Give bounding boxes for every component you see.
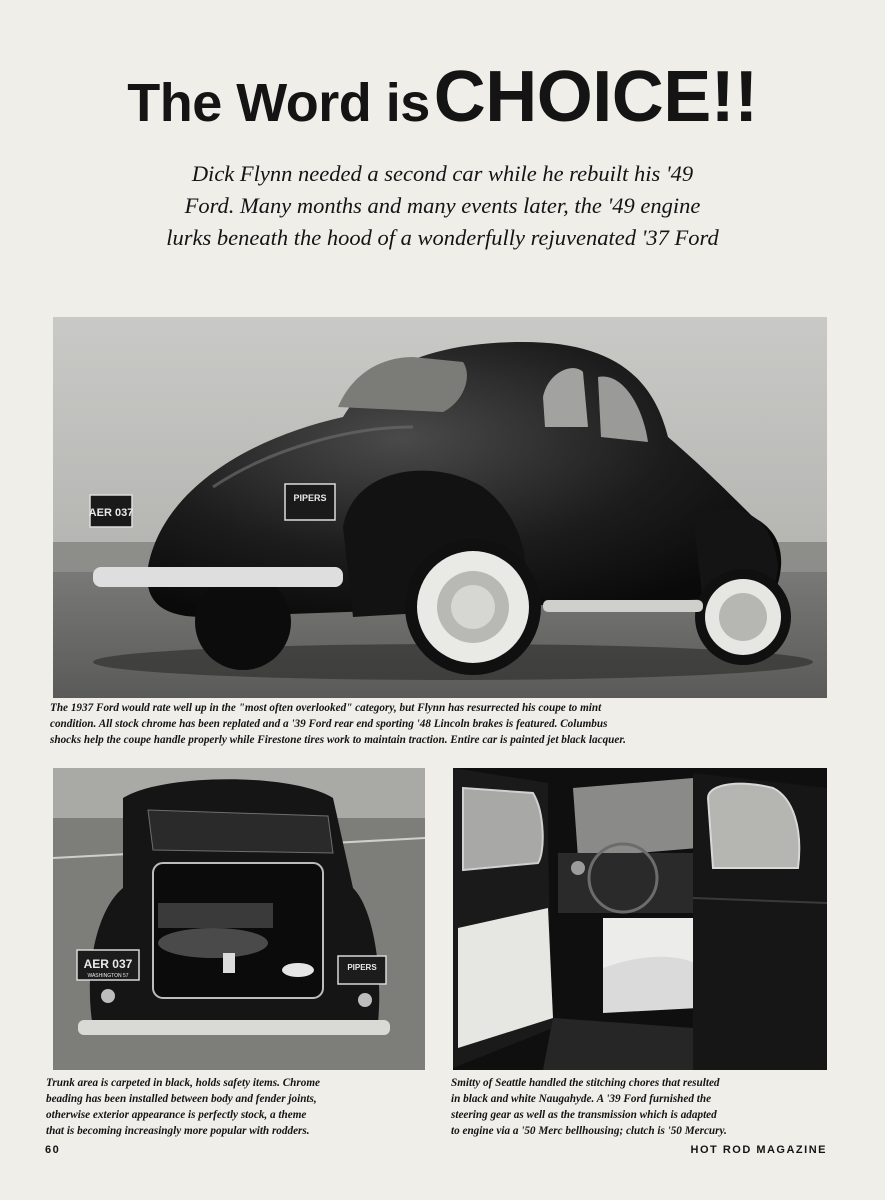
caption-line: steering gear as well as the transmission which is adapted: [451, 1109, 717, 1121]
caption-line: that is becoming increasingly more popular with rodders.: [46, 1125, 310, 1137]
deck-line: Dick Flynn needed a second car while he rebuilt his '49: [191, 161, 694, 186]
caption-interior-photo: [451, 1075, 829, 1139]
license-plate-main: AER 037: [88, 507, 134, 519]
magazine-name: HOT ROD MAGAZINE: [690, 1144, 827, 1156]
photo-coupe-rear: [53, 317, 827, 698]
photo-interior: [453, 768, 827, 1070]
license-plate-trunk: AER 037: [83, 957, 133, 971]
deck-subtitle: [100, 158, 785, 254]
dealer-plate-main: PIPERS: [293, 493, 327, 503]
caption-line: in black and white Naugahyde. A '39 Ford furnished the: [451, 1093, 712, 1105]
deck-line: Ford. Many months and many events later, the '49 engine: [184, 193, 701, 218]
caption-line: The 1937 Ford would rate well up in the "most often overlooked" category, but Flynn has resurrected his coupe to mint: [50, 702, 602, 714]
caption-line: condition. All stock chrome has been replated and a '39 Ford rear end sporting '48 Lincoln brakes is featured. Columbus: [50, 718, 608, 730]
caption-line: Trunk area is carpeted in black, holds safety items. Chrome: [46, 1077, 320, 1089]
headline-big: CHOICE!!: [433, 57, 758, 137]
photo-trunk-area: [53, 768, 425, 1070]
headline: [0, 56, 885, 138]
caption-line: Smitty of Seattle handled the stitching chores that resulted: [451, 1077, 720, 1089]
caption-trunk-photo: [46, 1075, 426, 1139]
caption-line: beading has been installed between body and fender joints,: [46, 1093, 317, 1105]
license-plate-state: WASHINGTON 57: [87, 973, 129, 979]
caption-line: to engine via a '50 Merc bellhousing; clutch is '50 Mercury.: [451, 1125, 727, 1137]
caption-main-photo: [50, 700, 830, 748]
dealer-plate-trunk: PIPERS: [347, 963, 377, 972]
caption-line: shocks help the coupe handle properly while Firestone tires work to maintain traction. Entire car is painted jet black lacquer.: [50, 734, 626, 746]
headline-small: The Word is: [127, 73, 430, 133]
trunk-illustration: [53, 768, 425, 1070]
coupe-rear-illustration: [53, 317, 827, 698]
interior-illustration: [453, 768, 827, 1070]
page-number: 60: [45, 1144, 61, 1156]
caption-line: otherwise exterior appearance is perfectly stock, a theme: [46, 1109, 307, 1121]
deck-line: lurks beneath the hood of a wonderfully rejuvenated '37 Ford: [166, 225, 719, 250]
